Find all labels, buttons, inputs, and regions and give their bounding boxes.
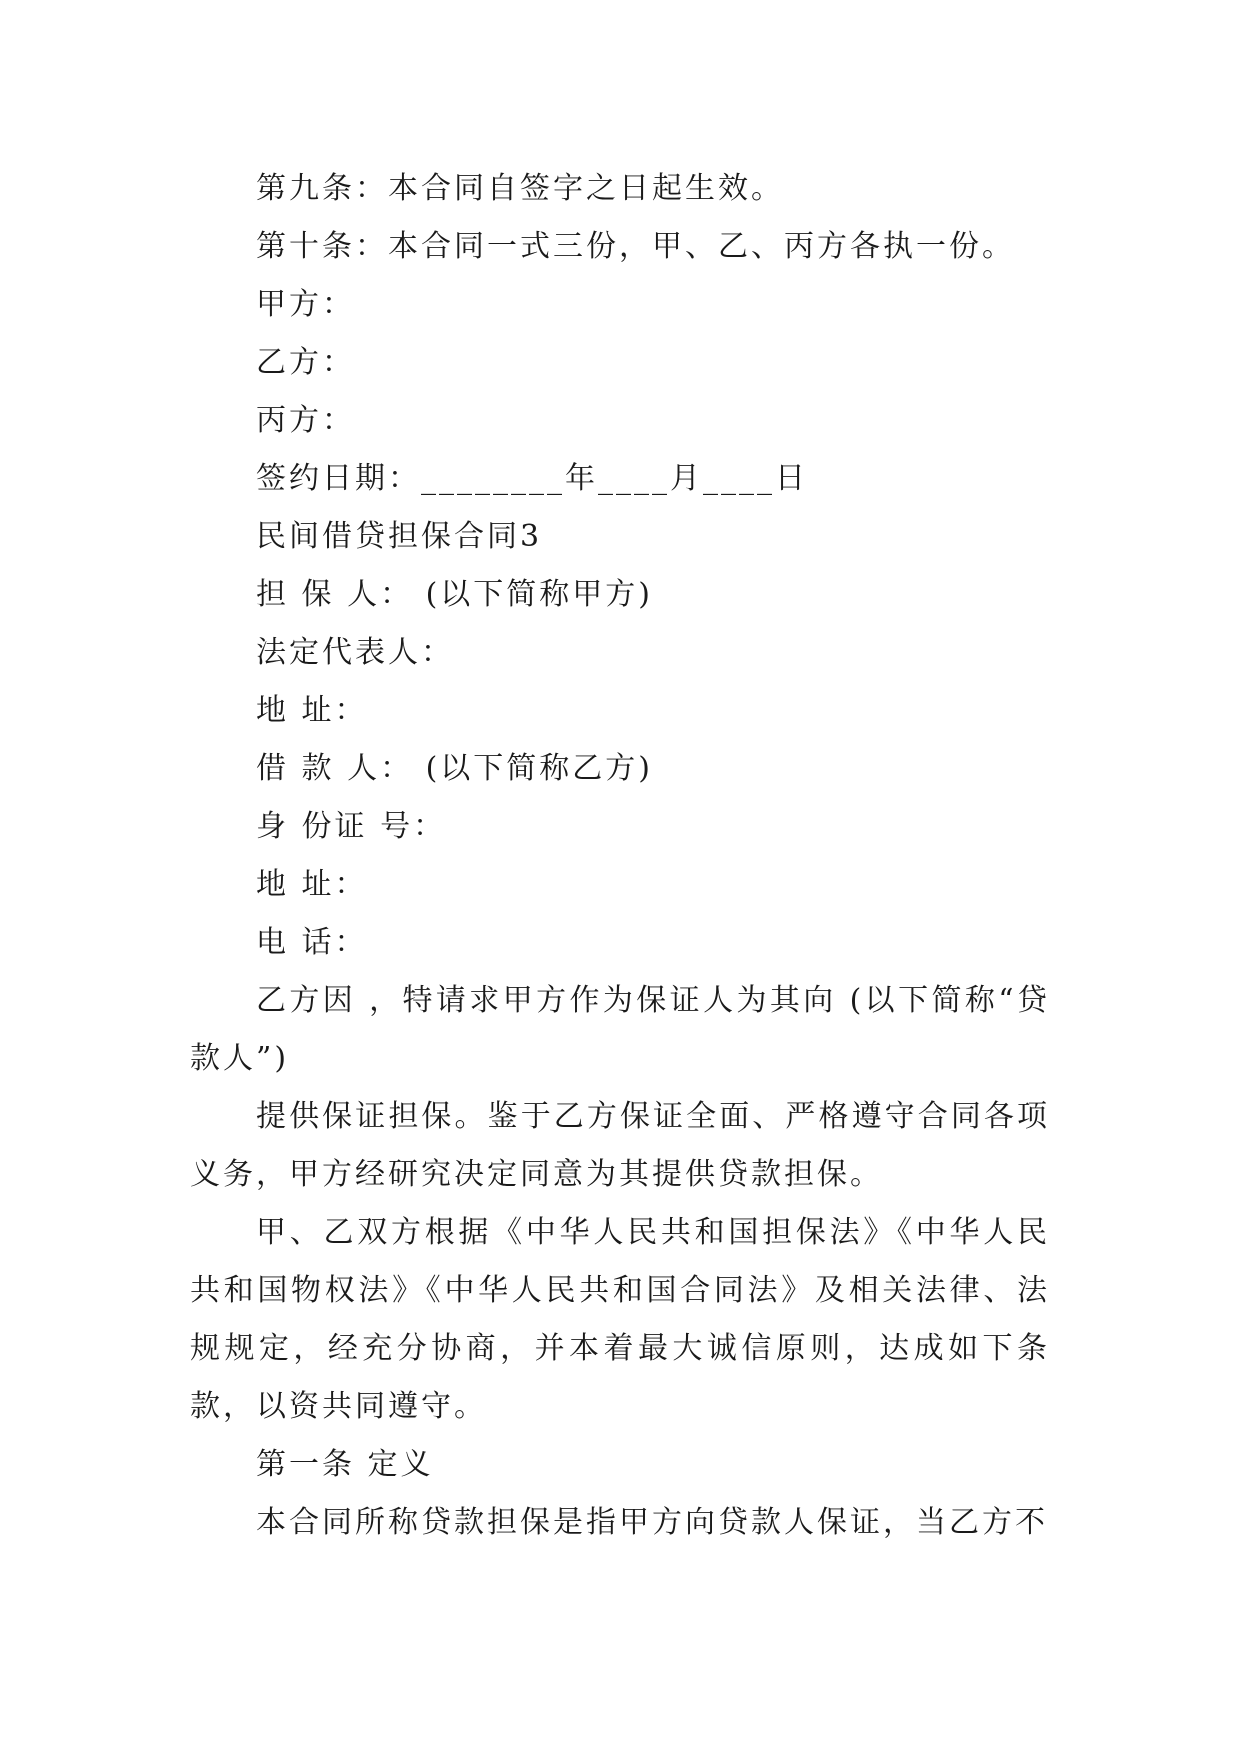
borrower-line: 借 款 人： (以下简称乙方) [256, 751, 654, 786]
party-a-signature-line: 甲方： [256, 287, 355, 322]
article-nine: 第九条：本合同自签字之日起生效。 [256, 171, 784, 206]
party-c-signature-line: 丙方： [256, 403, 355, 438]
guarantor-line: 担 保 人： (以下简称甲方) [256, 577, 654, 612]
request-paragraph: 乙方因 ，特请求甲方作为保证人为其向 (以下简称“贷款人”) [190, 983, 1050, 1076]
legal-basis-paragraph: 甲、乙双方根据《中华人民共和国担保法》《中华人民共和国物权法》《中华人民共和国合同法》及相关法律、法规规定，经充分协商，并本着最大诚信原则，达成如下条款，以资共同遵守。 [190, 1215, 1050, 1424]
borrower-address-line: 地 址： [256, 867, 368, 902]
signing-date-line: 签约日期：________年____月____日 [256, 461, 808, 496]
article-ten: 第十条：本合同一式三份，甲、乙、丙方各执一份。 [256, 229, 1015, 264]
guarantor-address-line: 地 址： [256, 693, 368, 728]
contract-title: 民间借贷担保合同3 [256, 519, 543, 554]
section-heading: 第一条 定义 [256, 1447, 434, 1482]
party-b-signature-line: 乙方： [256, 345, 355, 380]
phone-line: 电 话： [256, 925, 368, 960]
legal-representative-line: 法定代表人： [256, 635, 454, 670]
guarantee-paragraph: 提供保证担保。鉴于乙方保证全面、严格遵守合同各项义务，甲方经研究决定同意为其提供贷款担保。 [190, 1099, 1050, 1192]
definition-paragraph: 本合同所称贷款担保是指甲方向贷款人保证，当乙方不 [256, 1505, 1048, 1540]
id-number-line: 身 份证 号： [256, 809, 447, 844]
document-body [190, 160, 1050, 1552]
